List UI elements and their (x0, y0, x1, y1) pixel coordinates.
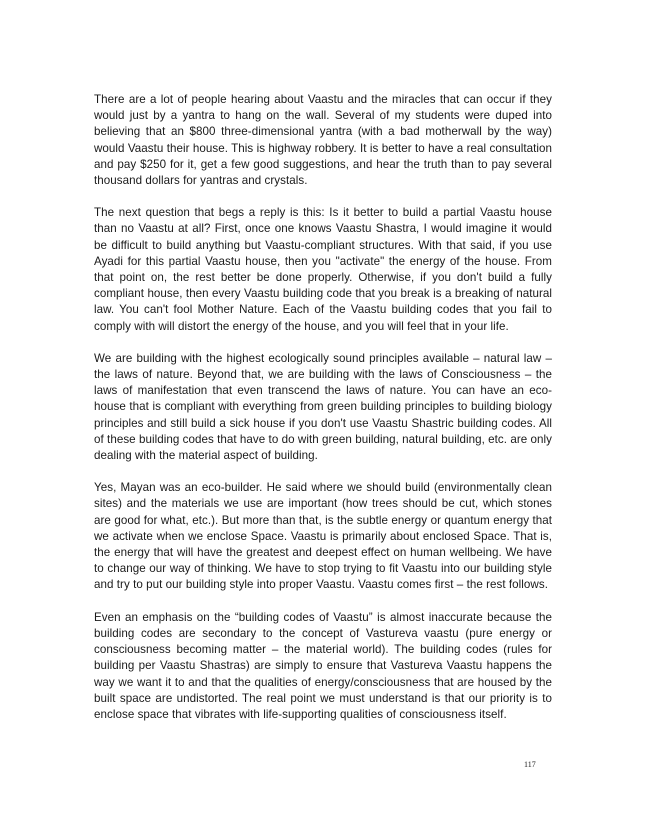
paragraph-3: We are building with the highest ecologically sound principles available – natural law – the laws of nature. Beyond that, we are building with the laws of Consciousness – the laws of manifestation that even transcend the laws of nature. You can have an eco-house that is compliant with everything from green building principles to building biology principles and still build a sick house if you don't use Vaastu Shastric building codes. All of these building codes that have to do with green building, natural building, etc. are only dealing with the material aspect of building. (94, 351, 552, 463)
paragraph-4: Yes, Mayan was an eco-builder. He said where we should build (environmentally clean sites) and the materials we use are important (how trees should be cut, which stones are good for what, etc.). But more than that, is the subtle energy or quantum energy that we activate when we enclose Space. Vaastu is primarily about enclosed Space. That is, the energy that will have the greatest and deepest effect on human wellbeing. We have to change our way of thinking. We have to stop trying to fit Vaastu into our building style and try to put our building style into proper Vaastu. Vaastu comes first – the rest follows. (94, 481, 552, 592)
paragraph-1: There are a lot of people hearing about Vaastu and the miracles that can occur if they would just by a yantra to hang on the wall. Several of my students were duped into believing that an $800 three-dimensional yantra (with a bad motherwall by the way) would Vaastu their house. This is highway robbery. It is better to have a real consultation and pay $250 for it, get a few good suggestions, and hear the truth than to pay several thousand dollars for yantras and crystals. (94, 93, 552, 188)
page-number: 117 (524, 760, 536, 769)
paragraph-2: The next question that begs a reply is this: Is it better to build a partial Vaastu house than no Vaastu at all? First, once one knows Vaastu Shastra, I would imagine it would be difficult to build anything but Vaastu-compliant structures. With that said, if you use Ayadi for this partial Vaastu house, then you "activate" the energy of the house. From that point on, the rest better be done properly. Otherwise, if you don't build a fully compliant house, then every Vaastu building code that you break is a breaking of natural law. You can't fool Mother Nature. Each of the Vaastu building codes that you fail to comply with will distort the energy of the house, and you will feel that in your life. (94, 206, 552, 333)
body-text (94, 92, 552, 739)
paragraph-5: Even an emphasis on the “building codes of Vaastu” is almost inaccurate because the building codes are secondary to the concept of Vastureva vaastu (pure energy or consciousness becoming matter – the material world). The building codes (rules for building per Vaastu Shastras) are simply to ensure that Vastureva Vaastu happens the way we want it to and that the qualities of energy/consciousness that are housed by the built space are undistorted. The real point we must understand is that our priority is to enclose space that vibrates with life-supporting qualities of consciousness itself. (94, 610, 552, 721)
